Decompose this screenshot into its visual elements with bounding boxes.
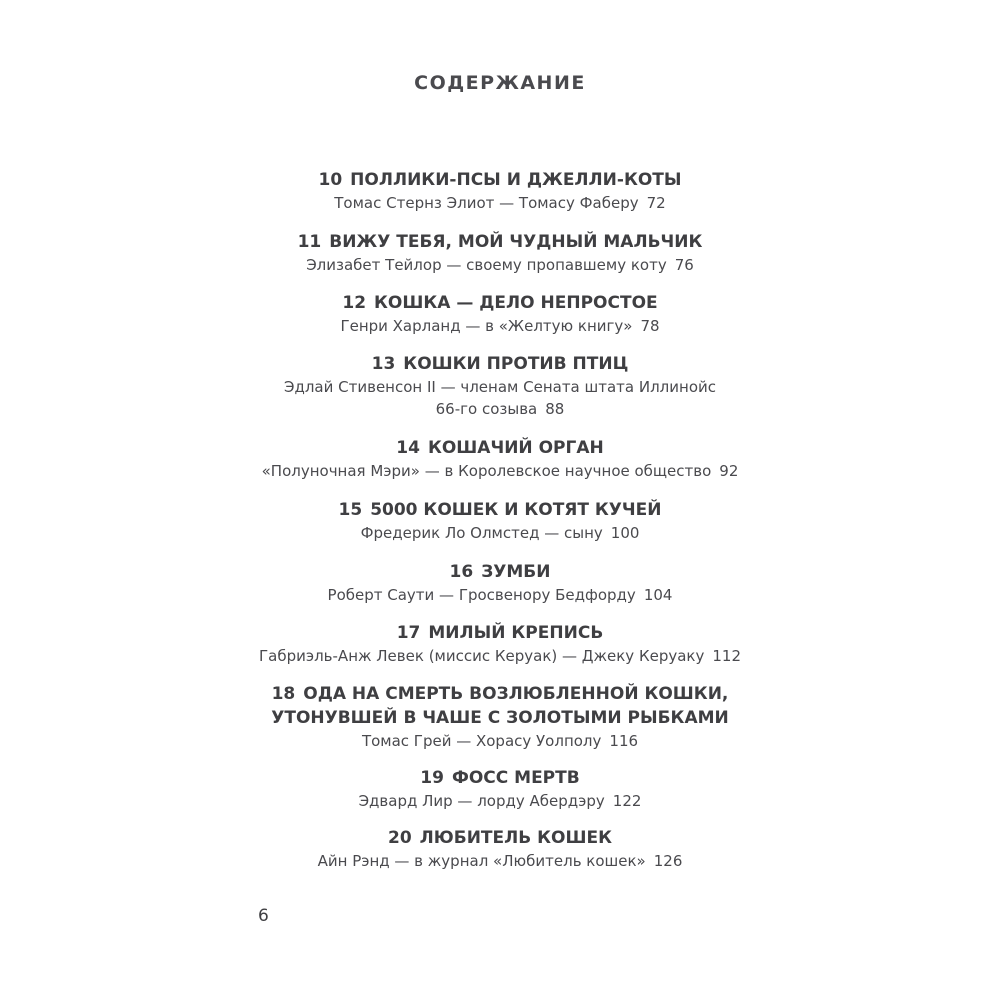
entry-title	[0, 168, 1000, 192]
toc-entry	[0, 168, 1000, 214]
toc-entry	[0, 766, 1000, 812]
entry-page-number: 116	[609, 732, 639, 750]
entry-page-number: 72	[646, 194, 666, 212]
toc-entry	[0, 352, 1000, 420]
entry-title	[0, 766, 1000, 790]
entry-title-text: КОШКА — ДЕЛО НЕПРОСТОЕ	[374, 293, 658, 313]
entry-subtitle	[0, 460, 1000, 482]
entry-subtitle	[0, 192, 1000, 214]
toc-entry	[0, 230, 1000, 276]
entry-number: 16	[449, 562, 474, 582]
entry-page-number: 78	[640, 317, 660, 335]
entry-title-text: КОШАЧИЙ ОРГАН	[427, 438, 604, 458]
entry-page-number: 76	[674, 256, 694, 274]
entry-title	[0, 498, 1000, 522]
entry-subtitle	[0, 315, 1000, 337]
entry-author: Роберт Саути — Гросвенору Бедфорду	[327, 586, 636, 604]
entry-author: Габриэль-Анж Левек (миссис Керуак) — Джеку Керуаку	[259, 647, 705, 665]
entry-author: Томас Стернз Элиот — Томасу Фаберу	[334, 194, 639, 212]
entry-title	[0, 352, 1000, 376]
entry-title	[0, 621, 1000, 645]
entry-title-text: ВИЖУ ТЕБЯ, МОЙ ЧУДНЫЙ МАЛЬЧИК	[329, 232, 703, 252]
entry-author: Эдвард Лир — лорду Абердэру	[358, 792, 605, 810]
entry-title-text: ОДА НА СМЕРТЬ ВОЗЛЮБЛЕННОЙ КОШКИ, УТОНУВШЕЙ В ЧАШЕ С ЗОЛОТЫМИ РЫБКАМИ	[271, 684, 729, 728]
entry-subtitle	[0, 645, 1000, 667]
entry-number: 12	[342, 293, 367, 313]
entry-page-number: 104	[643, 586, 673, 604]
toc-entry	[0, 560, 1000, 606]
entry-title-text: ФОСС МЕРТВ	[451, 768, 580, 788]
entry-title	[0, 560, 1000, 584]
entry-page-number: 92	[719, 462, 739, 480]
entry-author: Элизабет Тейлор — своему пропавшему коту	[306, 256, 667, 274]
toc-entry	[0, 621, 1000, 667]
entry-author: «Полуночная Мэри» — в Королевское научное общество	[261, 462, 712, 480]
entry-title-text: МИЛЫЙ КРЕПИСЬ	[428, 623, 604, 643]
entry-title	[0, 436, 1000, 460]
entry-number: 14	[396, 438, 420, 458]
entry-title-text: ЗУМБИ	[481, 562, 551, 582]
entry-title-text: ПОЛЛИКИ-ПСЫ И ДЖЕЛЛИ-КОТЫ	[350, 170, 682, 190]
entry-page-number: 112	[712, 647, 741, 665]
entry-number: 13	[371, 354, 396, 374]
entry-subtitle	[0, 850, 1000, 872]
entry-title-text: ЛЮБИТЕЛЬ КОШЕК	[419, 828, 612, 848]
entry-number: 10	[318, 170, 343, 190]
entry-author: Генри Харланд — в «Желтую книгу»	[340, 317, 633, 335]
entry-subtitle	[0, 730, 1000, 752]
entry-page-number: 100	[610, 524, 640, 542]
entry-title-text: 5000 КОШЕК И КОТЯТ КУЧЕЙ	[370, 500, 662, 520]
entry-number: 11	[297, 232, 322, 252]
entry-author: Эдлай Стивенсон II — членам Сената штата Иллинойс 66-го созыва	[284, 378, 716, 418]
entry-author: Айн Рэнд — в журнал «Любитель кошек»	[317, 852, 646, 870]
page-title: СОДЕРЖАНИЕ	[414, 72, 586, 94]
entry-subtitle	[0, 522, 1000, 544]
entry-page-number: 126	[653, 852, 683, 870]
entry-number: 18	[271, 684, 296, 704]
page-number: 6	[258, 906, 269, 926]
entry-subtitle	[0, 254, 1000, 276]
entry-number: 15	[338, 500, 363, 520]
entry-page-number: 122	[612, 792, 642, 810]
toc-entry	[0, 291, 1000, 337]
toc-entry	[0, 498, 1000, 544]
entry-title	[0, 230, 1000, 254]
entry-number: 17	[396, 623, 421, 643]
entry-title	[0, 291, 1000, 315]
entry-subtitle	[0, 790, 1000, 812]
entry-number: 19	[420, 768, 444, 788]
entry-subtitle	[0, 376, 1000, 420]
entry-subtitle	[0, 584, 1000, 606]
entry-title-text: КОШКИ ПРОТИВ ПТИЦ	[403, 354, 629, 374]
entry-number: 20	[388, 828, 412, 848]
entry-title	[0, 682, 1000, 730]
toc-entry	[0, 826, 1000, 872]
entry-author: Фредерик Ло Олмстед — сыну	[360, 524, 603, 542]
toc-entry	[0, 436, 1000, 482]
entry-title	[0, 826, 1000, 850]
entry-page-number: 88	[545, 400, 565, 418]
toc-entry	[0, 682, 1000, 752]
entry-author: Томас Грей — Хорасу Уолполу	[361, 732, 602, 750]
